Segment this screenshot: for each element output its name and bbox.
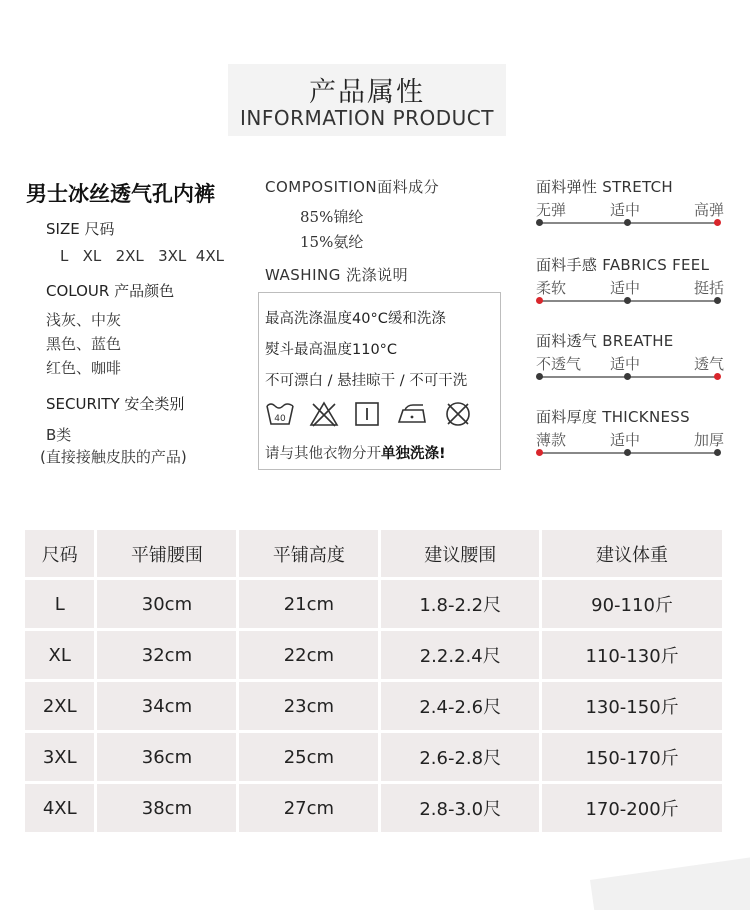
table-cell: 1.8-2.2尺	[381, 580, 539, 628]
washing-line: 熨斗最高温度110°C	[265, 342, 398, 358]
washing-note	[265, 442, 446, 463]
scale-dot	[536, 373, 543, 380]
table-cell: 110-130斤	[542, 631, 722, 679]
table-header-row	[25, 530, 722, 577]
scale-dot	[714, 219, 721, 226]
scale-dot	[714, 373, 721, 380]
table-row	[25, 784, 722, 832]
table-row	[25, 682, 722, 730]
scale-dot	[624, 449, 631, 456]
wash-temp-label: 40	[274, 414, 286, 424]
table-cell: 36cm	[97, 733, 236, 781]
scale-dot	[714, 449, 721, 456]
composition-item: 15%氨纶	[300, 233, 364, 251]
no-bleach-icon	[309, 400, 339, 428]
table-cell: 2.2.2.4尺	[381, 631, 539, 679]
attribute-thickness	[536, 406, 724, 476]
colour-line: 黑色、蓝色	[46, 335, 122, 353]
table-header-cell: 建议腰围	[381, 530, 539, 577]
washing-label: WASHING 洗涤说明	[265, 266, 409, 284]
colour-line: 浅灰、中灰	[46, 311, 122, 329]
table-cell: 25cm	[239, 733, 378, 781]
attribute-level-low: 薄款	[536, 431, 567, 449]
washing-line: 不可漂白 / 悬挂晾干 / 不可干洗	[265, 373, 468, 389]
scale-dot	[714, 297, 721, 304]
table-row	[25, 733, 722, 781]
washing-note-bold: 单独洗涤!	[381, 446, 446, 462]
table-cell: 4XL	[25, 784, 94, 832]
table-cell: 2.6-2.8尺	[381, 733, 539, 781]
table-cell: 34cm	[97, 682, 236, 730]
section-title-en: INFORMATION PRODUCT	[240, 106, 494, 130]
table-row	[25, 631, 722, 679]
table-cell: 38cm	[97, 784, 236, 832]
table-cell: 150-170斤	[542, 733, 722, 781]
wash-40-icon	[265, 400, 295, 428]
table-cell: 32cm	[97, 631, 236, 679]
table-cell: 2.8-3.0尺	[381, 784, 539, 832]
attribute-level-low: 不透气	[536, 355, 582, 373]
scale-dot	[536, 449, 543, 456]
washing-box	[258, 292, 501, 470]
table-header-cell: 建议体重	[542, 530, 722, 577]
scale-dot	[624, 219, 631, 226]
iron-icon	[395, 400, 429, 428]
table-header-cell: 平铺腰围	[97, 530, 236, 577]
size-values: L XL 2XL 3XL 4XL	[60, 247, 224, 265]
table-cell: 170-200斤	[542, 784, 722, 832]
attribute-level-low: 柔软	[536, 279, 567, 297]
size-table	[22, 527, 725, 835]
attribute-stretch	[536, 176, 724, 246]
attribute-level-mid: 适中	[610, 201, 641, 219]
table-cell: 130-150斤	[542, 682, 722, 730]
attribute-level-high: 透气	[693, 355, 724, 373]
attribute-level-low: 无弹	[536, 201, 567, 219]
colour-line: 红色、咖啡	[46, 359, 122, 377]
washing-line: 最高洗涤温度40°C缓和洗涤	[265, 311, 446, 327]
security-note: (直接接触皮肤的产品)	[40, 448, 187, 466]
scale-dot	[536, 297, 543, 304]
attribute-name: 面料透气 BREATHE	[536, 332, 674, 350]
attribute-name: 面料厚度 THICKNESS	[536, 408, 690, 426]
attribute-name: 面料弹性 STRETCH	[536, 178, 673, 196]
table-cell: 22cm	[239, 631, 378, 679]
section-title-cn: 产品属性	[309, 77, 425, 108]
scale-dot	[624, 297, 631, 304]
security-label: SECURITY 安全类别	[46, 395, 185, 413]
product-name: 男士冰丝透气孔内裤	[26, 182, 215, 206]
table-cell: 27cm	[239, 784, 378, 832]
attribute-level-high: 高弹	[693, 201, 724, 219]
hang-dry-icon	[353, 400, 381, 428]
table-cell: L	[25, 580, 94, 628]
composition-label: COMPOSITION面料成分	[265, 178, 440, 196]
table-cell: 2.4-2.6尺	[381, 682, 539, 730]
section-header	[228, 64, 506, 136]
table-cell: 23cm	[239, 682, 378, 730]
decorative-corner	[590, 852, 750, 910]
care-icons	[265, 399, 495, 429]
table-row	[25, 580, 722, 628]
table-cell: 90-110斤	[542, 580, 722, 628]
attribute-fabrics-feel	[536, 254, 724, 324]
table-header-cell: 平铺高度	[239, 530, 378, 577]
security-class: B类	[46, 426, 72, 444]
table-cell: XL	[25, 631, 94, 679]
attribute-level-mid: 适中	[610, 279, 641, 297]
scale-dot	[536, 219, 543, 226]
attribute-level-high: 加厚	[693, 431, 724, 449]
washing-note-prefix: 请与其他衣物分开	[265, 446, 381, 462]
attribute-level-mid: 适中	[610, 431, 641, 449]
attribute-breathe	[536, 330, 724, 400]
table-cell: 2XL	[25, 682, 94, 730]
scale-dot	[624, 373, 631, 380]
no-dry-clean-icon	[443, 399, 473, 429]
attribute-level-high: 挺括	[693, 279, 724, 297]
table-cell: 3XL	[25, 733, 94, 781]
attribute-name: 面料手感 FABRICS FEEL	[536, 256, 710, 274]
attribute-level-mid: 适中	[610, 355, 641, 373]
composition-item: 85%锦纶	[300, 208, 364, 226]
table-header-cell: 尺码	[25, 530, 94, 577]
colour-label: COLOUR 产品颜色	[46, 282, 175, 300]
size-label: SIZE 尺码	[46, 220, 115, 238]
table-cell: 30cm	[97, 580, 236, 628]
table-cell: 21cm	[239, 580, 378, 628]
